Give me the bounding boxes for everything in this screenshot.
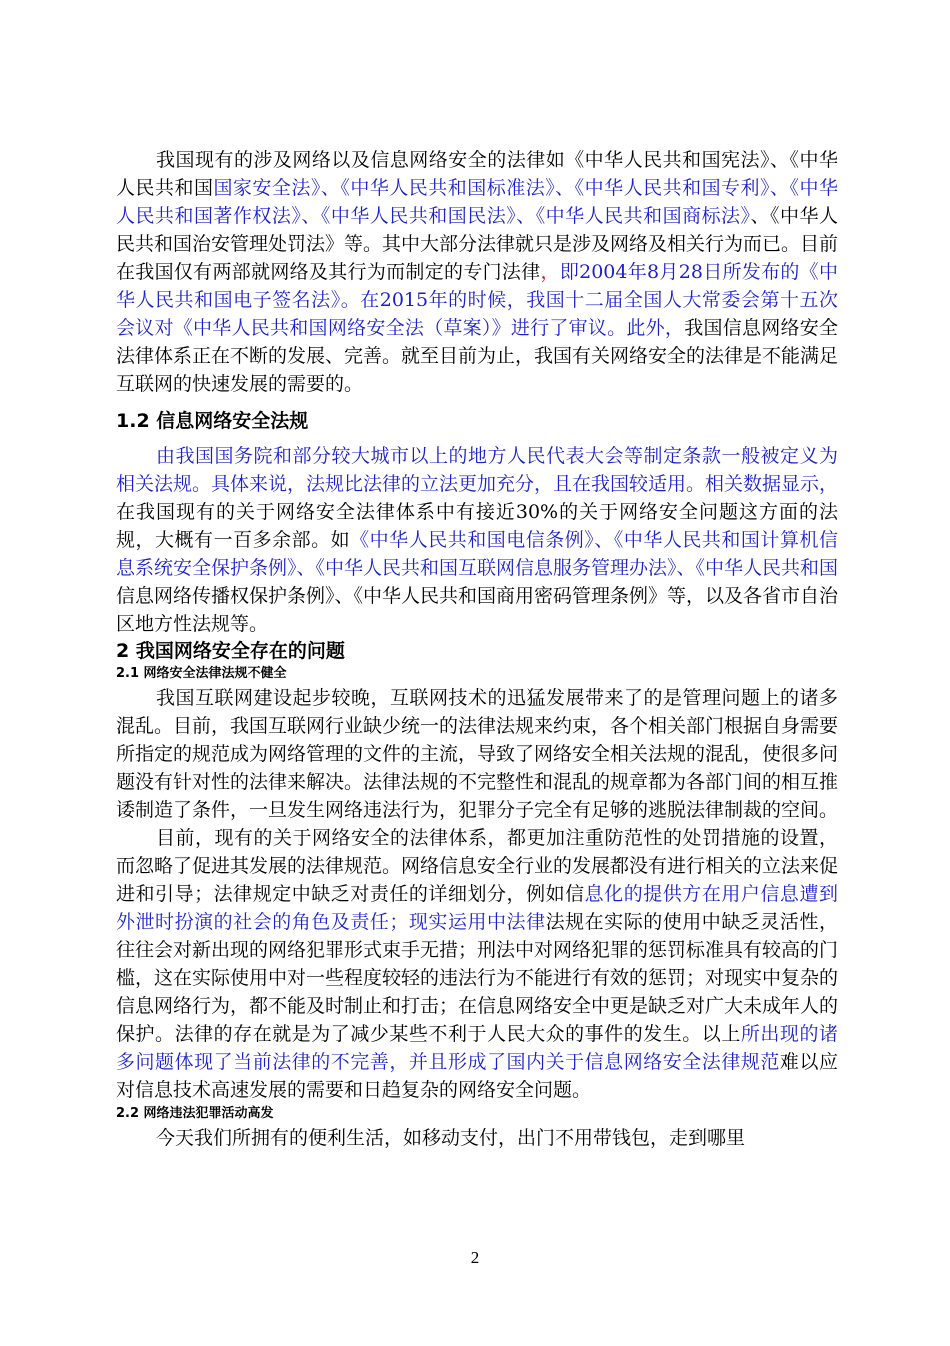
paragraph-cybercrime: 今天我们所拥有的便利生活，如移动支付，出门不用带钱包，走到哪里	[156, 1127, 746, 1149]
text-run: 难以应对信息技术高速发展的需要和日趋复杂的网络安全问题。	[116, 1051, 838, 1101]
text-run: 信息网络传播权保护条例》、《中华人民共和国商用密码管理条例》等，以及各省市自治区地方性法规等。	[116, 585, 839, 635]
text-run-highlighted: 所出现的诸多问题体现了当前法律的不完善，并且形成了国内关于信息网络安全法律规范	[116, 1023, 838, 1073]
text-run-red: ，	[540, 261, 560, 283]
paragraph-regulation-gaps: 我国互联网建设起步较晚，互联网技术的迅猛发展带来了的是管理问题上的诸多混乱。目前，我国互联网行业缺少统一的法律法规来约束，各个相关部门根据自身需要所指定的规范成为网络管理的文件的主流，导致了网络安全相关法规的混乱，使很多问题没有针对性的法律来解决。法律法规的不完整性和混乱的规章都为各部门间的相互推诿制造了条件，一旦发生网络违法行为，犯罪分子完全有足够的逃脱法律制裁的空间。	[116, 687, 839, 821]
text-run-highlighted: 即2004年8月28日所发布的《中华人民共和国电子签名法》。在2015年的时候，我国十二届全国人大常委会第十五次会议对《中华人民共和国网络安全法（草案）》进行了审议。此外，	[116, 261, 838, 339]
page-number: 2	[470, 1248, 480, 1267]
text-run-highlighted: 息化的提供方在用户信息遭到外泄时扮演的社会的角色及责任；现实运用中法律	[116, 883, 838, 933]
text-run: 我国现有的涉及网络以及信息网络安全的法律如《中华人民共和国宪法》、《中华人民共和国	[116, 149, 838, 199]
subsection-heading-2-1: 2.1 网络安全法律法规不健全	[116, 666, 287, 681]
text-run-highlighted: 国家安全法》、《中华人民共和国标准法》、《中华人民共和国专利》、《中华人民共和国著作权法》、《中华人民共和国民法》、《中华人民共和国商标法》	[116, 177, 838, 227]
text-run-highlighted: 《中华人民共和国电信条例》、《中华人民共和国计算机信息系统安全保护条例》、《中华人民共和国互联网信息服务管理办法》、《中华人民共和国	[116, 529, 839, 579]
text-run: 、《中华人民共和国治安管理处罚法》等。其中大部分法律就只是涉及网络及相关行为而已。目前在我国仅有两部就网络及其行为而制定的专门法律	[116, 205, 839, 283]
paragraph-legal-problems	[116, 824, 838, 1104]
text-run-highlighted: 由我国国务院和部分较大城市以上的地方人民代表大会等制定条款一般被定义为相关法规。具体来说，法规比法律的立法更加充分，且在我国较适用。相关数据显示，	[116, 445, 839, 495]
paragraph-existing-laws	[116, 146, 838, 398]
section-heading-1-2: 1.2 信息网络安全法规	[116, 410, 309, 432]
page-content	[116, 146, 838, 1152]
section-heading-2: 2 我国网络安全存在的问题	[116, 640, 345, 662]
text-run: 我国信息网络安全法律体系正在不断的发展、完善。就至目前为止，我国有关网络安全的法律是不能满足互联网的快速发展的需要的。	[116, 317, 839, 395]
text-run: 目前，现有的关于网络安全的法律体系，都更加注重防范性的处罚措施的设置，而忽略了促进其发展的法律规范。网络信息安全行业的发展都没有进行相关的立法来促进和引导；法律规定中缺乏对责任的详细划分，例如信	[116, 827, 839, 905]
text-run: 在我国现有的关于网络安全法律体系中有接近30%的关于网络安全问题这方面的法规，大概有一百多余部。如	[116, 501, 838, 551]
subsection-heading-2-2: 2.2 网络违法犯罪活动高发	[116, 1106, 274, 1121]
text-run: 法规在实际的使用中缺乏灵活性，往往会对新出现的网络犯罪形式束手无措；刑法中对网络犯罪的惩罚标准具有较高的门槛，这在实际使用中对一些程度较轻的违法行为不能进行有效的惩罚；对现实中复杂的信息网络行为，都不能及时制止和打击；在信息网络安全中更是缺乏对广大未成年人的保护。法律的存在就是为了减少某些不利于人民大众的事件的发生。以上	[116, 911, 839, 1045]
paragraph-regulations	[116, 442, 838, 638]
